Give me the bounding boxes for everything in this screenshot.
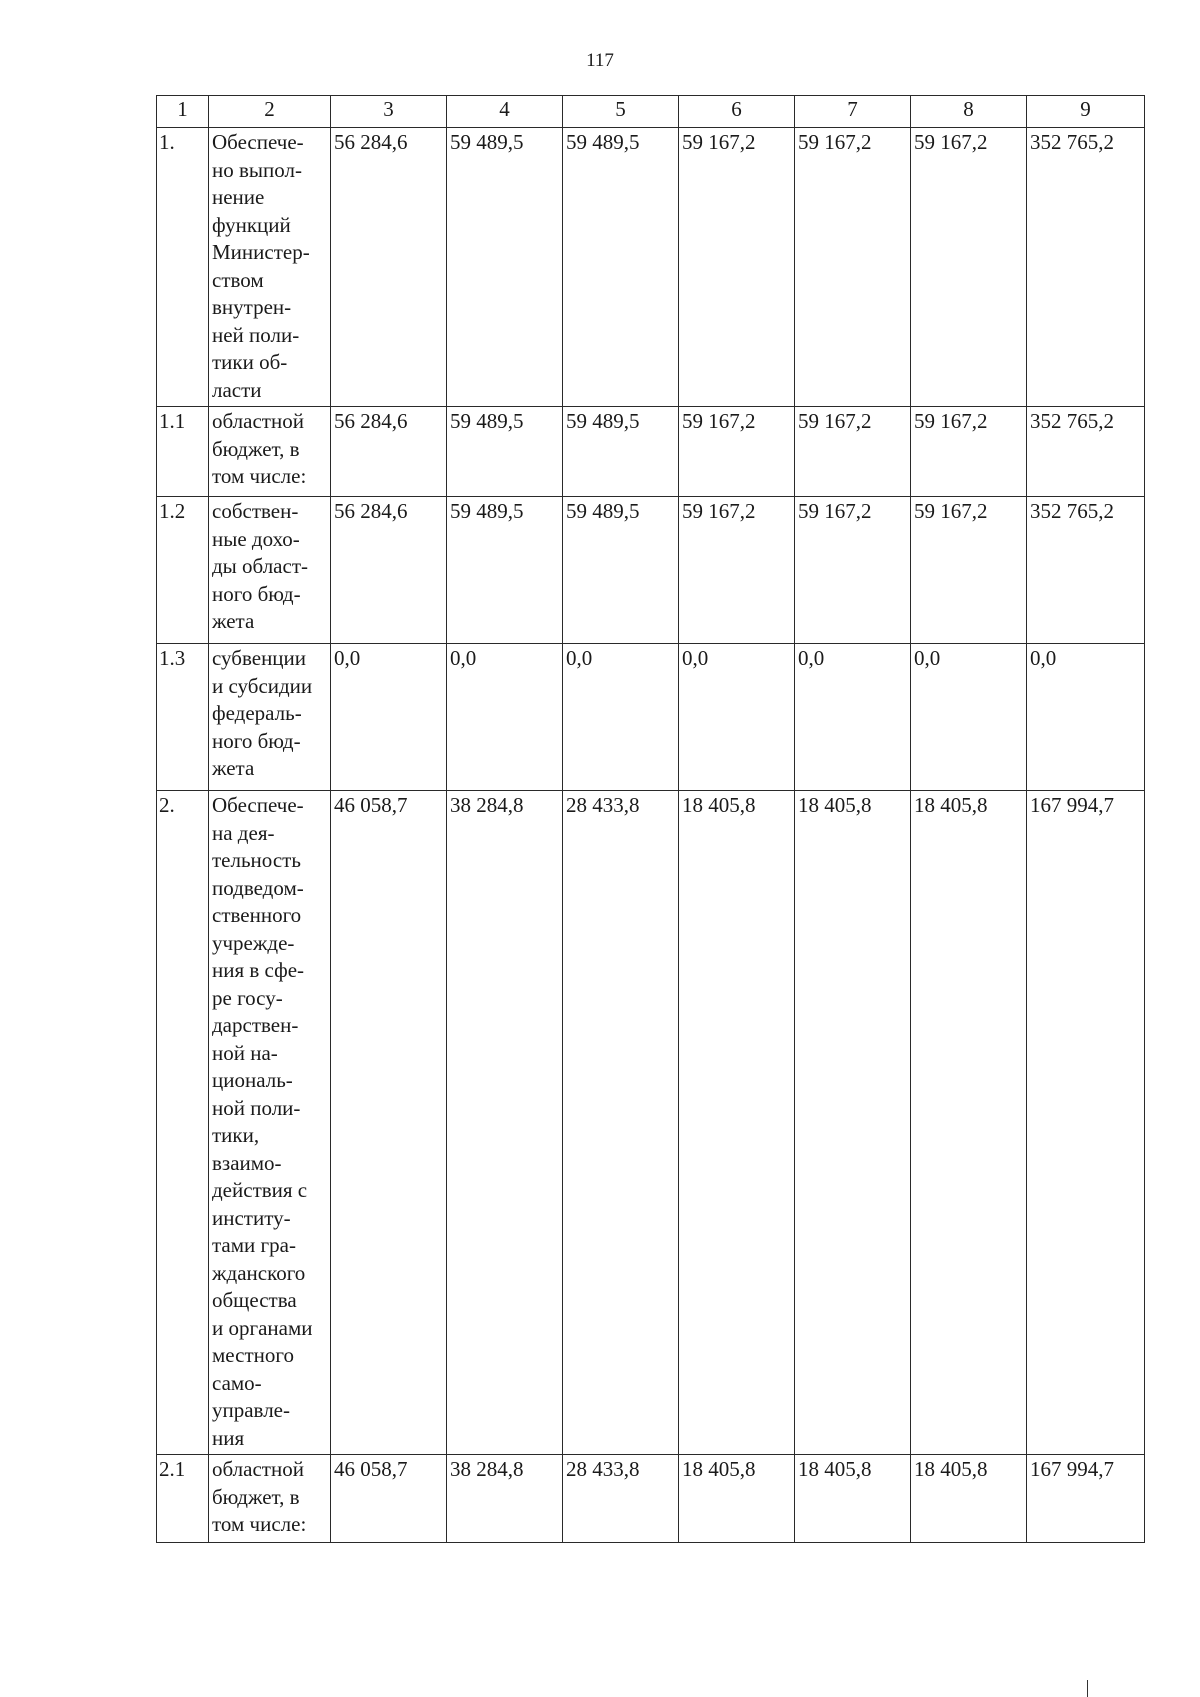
value-cell: 0,0 [679, 644, 795, 791]
table-row [157, 497, 1145, 644]
value-cell: 56 284,6 [331, 497, 447, 644]
description-line: местного [212, 1343, 294, 1367]
value-cell: 59 489,5 [563, 497, 679, 644]
header-cell: 8 [911, 96, 1027, 128]
value-cell: 59 167,2 [679, 497, 795, 644]
description-line: жета [212, 609, 255, 633]
description-line: том числе: [212, 464, 307, 488]
description-line: подведом- [212, 875, 304, 900]
description-line: ной поли- [212, 1095, 301, 1120]
value-cell: 59 167,2 [911, 128, 1027, 407]
description-line: федераль- [212, 701, 302, 725]
page-number: 117 [586, 50, 614, 71]
value-cell: 18 405,8 [911, 791, 1027, 1455]
row-number-cell: 1.3 [157, 644, 209, 791]
description-line: учрежде- [212, 930, 295, 955]
value-cell: 59 167,2 [795, 407, 911, 497]
description-line: внутрен- [212, 295, 292, 319]
description-line: ре госу- [212, 985, 283, 1010]
row-number-cell: 2. [157, 791, 209, 1455]
description-line: функций [212, 212, 291, 237]
value-cell: 56 284,6 [331, 407, 447, 497]
row-number-cell: 2.1 [157, 1455, 209, 1543]
value-cell: 352 765,2 [1027, 497, 1145, 644]
description-line: жета [212, 756, 255, 780]
description-line: тики, [212, 1123, 260, 1147]
description-line: ласти [212, 377, 262, 402]
value-cell: 0,0 [563, 644, 679, 791]
description-line: ного бюд- [212, 581, 301, 606]
header-cell: 7 [795, 96, 911, 128]
description-line: Обеспече- [212, 793, 304, 817]
header-cell: 3 [331, 96, 447, 128]
table-row [157, 128, 1145, 407]
description-cell [209, 791, 331, 1455]
description-line: Обеспече- [212, 130, 304, 154]
value-cell: 28 433,8 [563, 1455, 679, 1543]
header-cell: 6 [679, 96, 795, 128]
value-cell: 59 167,2 [679, 128, 795, 407]
description-line: жданского [212, 1260, 306, 1285]
value-cell: 46 058,7 [331, 791, 447, 1455]
value-cell: 0,0 [1027, 644, 1145, 791]
row-number-cell: 1. [157, 128, 209, 407]
value-cell: 59 167,2 [679, 407, 795, 497]
description-cell [209, 644, 331, 791]
description-line: дарствен- [212, 1013, 299, 1037]
description-line: ные дохо- [212, 526, 300, 551]
header-cell: 2 [209, 96, 331, 128]
description-line: и органами [212, 1315, 313, 1340]
value-cell: 59 489,5 [447, 497, 563, 644]
description-line: бюджет, в [212, 1484, 300, 1509]
description-line: тельность [212, 848, 301, 872]
description-line: ней поли- [212, 322, 300, 347]
description-cell [209, 1455, 331, 1543]
table-body [157, 96, 1145, 1543]
description-line: ды област- [212, 554, 308, 578]
value-cell: 56 284,6 [331, 128, 447, 407]
description-line: взаимо- [212, 1150, 282, 1175]
description-line: действия с [212, 1178, 308, 1202]
description-line: ством [212, 267, 264, 292]
value-cell: 167 994,7 [1027, 1455, 1145, 1543]
description-line: областной [212, 409, 304, 433]
value-cell: 59 167,2 [795, 497, 911, 644]
description-line: ной на- [212, 1040, 278, 1065]
description-line: институ- [212, 1205, 291, 1230]
table-row [157, 407, 1145, 497]
value-cell: 0,0 [331, 644, 447, 791]
value-cell: 59 167,2 [795, 128, 911, 407]
scan-mark [1087, 1680, 1088, 1697]
value-cell: 59 167,2 [911, 407, 1027, 497]
value-cell: 18 405,8 [679, 791, 795, 1455]
header-row [157, 96, 1145, 128]
description-line: но выпол- [212, 157, 302, 182]
value-cell: 59 489,5 [447, 128, 563, 407]
description-line: само- [212, 1370, 262, 1395]
description-line: нение [212, 185, 265, 209]
description-cell [209, 407, 331, 497]
row-number-cell: 1.2 [157, 497, 209, 644]
value-cell: 28 433,8 [563, 791, 679, 1455]
row-number-cell: 1.1 [157, 407, 209, 497]
description-cell [209, 128, 331, 407]
description-line: собствен- [212, 499, 299, 523]
description-line: бюджет, в [212, 436, 300, 461]
value-cell: 352 765,2 [1027, 128, 1145, 407]
header-cell: 4 [447, 96, 563, 128]
table-row [157, 644, 1145, 791]
description-line: субвенции [212, 646, 307, 670]
value-cell: 0,0 [911, 644, 1027, 791]
value-cell: 59 167,2 [911, 497, 1027, 644]
description-line: циональ- [212, 1068, 293, 1092]
description-line: и субсидии [212, 673, 313, 698]
header-cell: 1 [157, 96, 209, 128]
value-cell: 167 994,7 [1027, 791, 1145, 1455]
description-cell [209, 497, 331, 644]
description-line: ния [212, 1425, 245, 1450]
header-cell: 5 [563, 96, 679, 128]
value-cell: 59 489,5 [563, 407, 679, 497]
value-cell: 18 405,8 [679, 1455, 795, 1543]
value-cell: 352 765,2 [1027, 407, 1145, 497]
description-line: том числе: [212, 1512, 307, 1536]
value-cell: 46 058,7 [331, 1455, 447, 1543]
description-line: ного бюд- [212, 728, 301, 753]
description-line: Министер- [212, 240, 310, 264]
table-row [157, 1455, 1145, 1543]
value-cell: 0,0 [795, 644, 911, 791]
description-line: ственного [212, 903, 302, 927]
header-cell: 9 [1027, 96, 1145, 128]
description-line: ния в сфе- [212, 958, 305, 982]
value-cell: 18 405,8 [795, 1455, 911, 1543]
description-line: на дея- [212, 820, 275, 845]
description-line: общества [212, 1288, 297, 1312]
value-cell: 18 405,8 [795, 791, 911, 1455]
value-cell: 38 284,8 [447, 791, 563, 1455]
description-line: тами гра- [212, 1233, 296, 1257]
description-line: управле- [212, 1398, 290, 1422]
value-cell: 38 284,8 [447, 1455, 563, 1543]
value-cell: 59 489,5 [563, 128, 679, 407]
value-cell: 0,0 [447, 644, 563, 791]
description-line: тики об- [212, 350, 288, 374]
description-line: областной [212, 1457, 304, 1481]
table-row [157, 791, 1145, 1455]
budget-table [156, 95, 1145, 1543]
value-cell: 59 489,5 [447, 407, 563, 497]
value-cell: 18 405,8 [911, 1455, 1027, 1543]
